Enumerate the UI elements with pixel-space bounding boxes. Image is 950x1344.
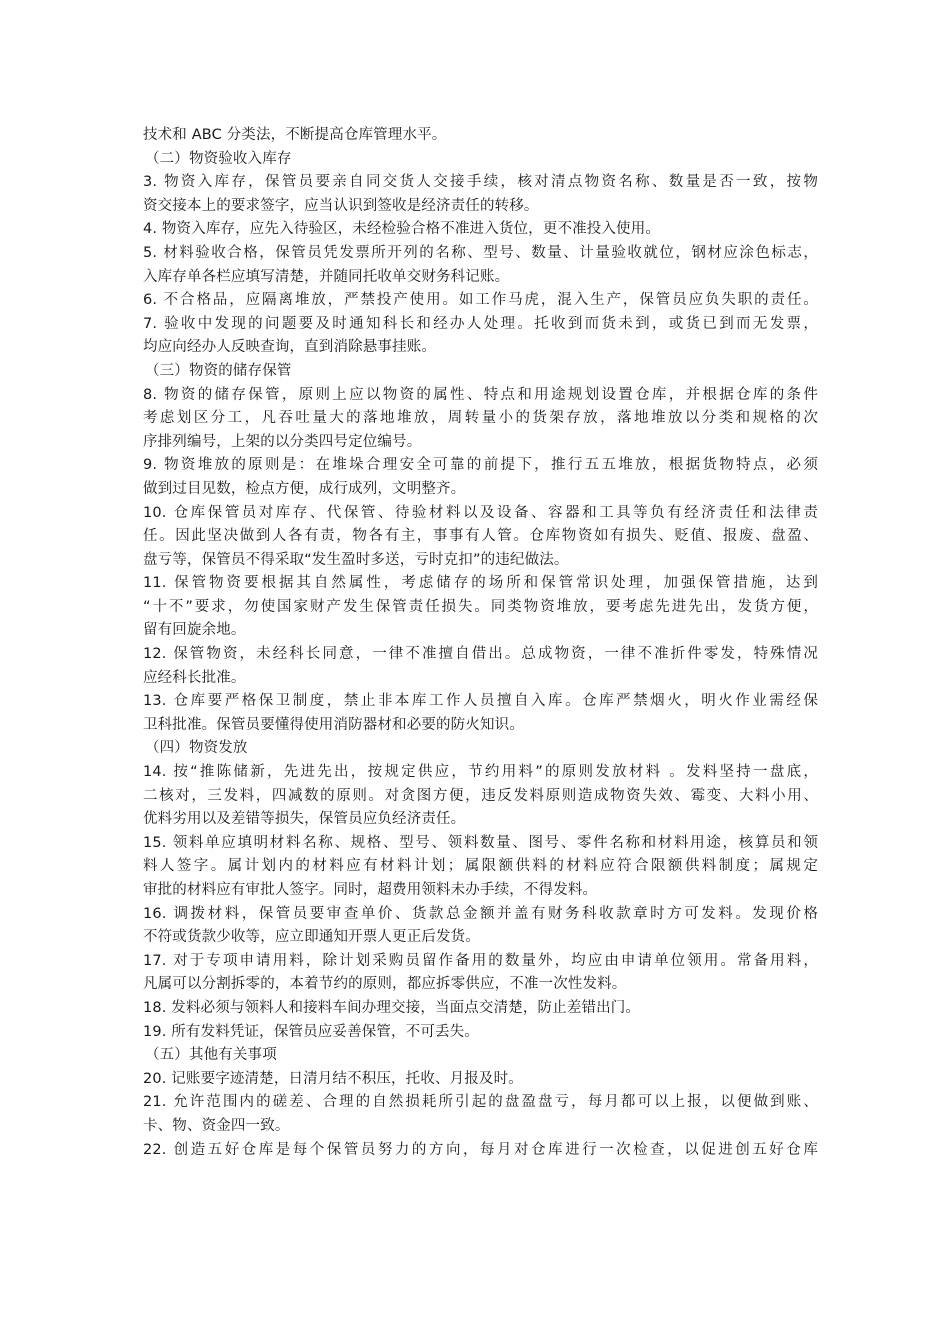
text-line: 13. 仓库要严格保卫制度，禁止非本库工作人员擅自入库。仓库严禁烟火，明火作业需经保 xyxy=(143,693,818,710)
text-line: 序排列编号，上架的以分类四号定位编号。 xyxy=(143,433,422,450)
text-line: 21. 允许范围内的磋差、合理的自然损耗所引起的盘盈盘亏，每月都可以上报，以便做到账、 xyxy=(143,1094,818,1111)
text-line: 留有回旋余地。 xyxy=(143,622,246,639)
text-line: 19. 所有发料凭证，保管员应妥善保管，不可丢失。 xyxy=(143,1023,479,1040)
text-line: 11. 保管物资要根据其自然属性，考虑储存的场所和保管常识处理，加强保管措施，达到 xyxy=(143,575,818,592)
text-line: 考虑划区分工，凡吞吐量大的落地堆放，周转量小的货架存放，落地堆放以分类和规格的次 xyxy=(143,410,818,427)
text-line: 12. 保管物资，未经科长同意，一律不准擅自借出。总成物资，一律不准折件零发，特殊情况 xyxy=(143,646,818,663)
text-line: 入库存单各栏应填写清楚，并随同托收单交财务科记账。 xyxy=(143,268,510,285)
text-line: 均应向经办人反映查询，直到消除悬事挂账。 xyxy=(143,339,436,356)
text-line: 3. 物资入库存，保管员要亲自同交货人交接手续，核对清点物资名称、数量是否一致，按物 xyxy=(143,174,818,191)
text-line: 6. 不合格品，应隔离堆放，严禁投产使用。如工作马虎，混入生产，保管员应负失职的责任。 xyxy=(143,292,818,309)
section-heading: （五）其他有关事项 xyxy=(145,1047,277,1064)
text-line: 9. 物资堆放的原则是：在堆垛合理安全可靠的前提下，推行五五堆放，根据货物特点，必须 xyxy=(143,457,818,474)
text-line: 审批的材料应有审批人签字。同时，超费用领料未办手续，不得发料。 xyxy=(143,882,598,898)
text-line: 资交接本上的要求签字，应当认识到签收是经济责任的转移。 xyxy=(143,197,539,214)
text-line: 5. 材料验收合格，保管员凭发票所开列的名称、型号、数量、计量验收就位，钢材应涂色标志， xyxy=(143,244,818,261)
text-line: 15. 领料单应填明材料名称、规格、型号、领料数量、图号、零件名称和材料用途，核算员和领 xyxy=(143,834,818,851)
text-line: 凡属可以分割拆零的，本着节约的原则，都应拆零供应，不准一次性发料。 xyxy=(143,976,627,993)
text-line: 10. 仓库保管员对库存、代保管、待验材料以及设备、容器和工具等负有经济责任和法律责 xyxy=(143,504,818,521)
text-line: “十不”要求，勿使国家财产发生保管责任损失。同类物资堆放，要考虑先进先出，发货方便， xyxy=(143,598,818,615)
text-line: 18. 发料必须与领料人和接料车间办理交接，当面点交清楚，防止差错出门。 xyxy=(143,999,641,1016)
section-heading: （三）物资的储存保管 xyxy=(145,362,292,379)
text-line: 20. 记账要字迹清楚，日清月结不积压，托收、月报及时。 xyxy=(143,1070,523,1087)
text-line: 7. 验收中发现的问题要及时通知科长和经办人处理。托收到而货未到，或货已到而无发票， xyxy=(143,315,818,332)
text-line: 料人签字。属计划内的材料应有材料计划；属限额供料的材料应符合限额供料制度；属规定 xyxy=(143,858,818,875)
text-line: 4. 物资入库存，应先入待验区，未经检验合格不准进入货位，更不准投入使用。 xyxy=(143,221,660,238)
text-line: 不符或货款少收等，应立即通知开票人更正后发货。 xyxy=(143,929,480,946)
text-line: 16. 调拨材料，保管员要审查单价、货款总金额并盖有财务科收款章时方可发料。发现价格 xyxy=(143,905,818,922)
text-line: 14. 按“推陈储新，先进先出，按规定供应，节约用料”的原则发放材料 。发料坚持一盘底， xyxy=(143,764,818,781)
text-line: 22. 创造五好仓库是每个保管员努力的方向，每月对仓库进行一次检查，以促进创五好仓库 xyxy=(143,1141,818,1158)
text-line: 应经科长批准。 xyxy=(143,669,246,686)
document-body xyxy=(143,124,818,1162)
text-line: 17. 对于专项申请用料，除计划采购员留作备用的数量外，均应由申请单位领用。常备用料， xyxy=(143,952,818,969)
section-heading: （二）物资验收入库存 xyxy=(145,150,292,167)
text-line: 任。因此坚决做到人各有责，物各有主，事事有人管。仓库物资如有损失、贬值、报废、盘盈、 xyxy=(143,528,818,545)
text-line: 卫科批准。保管员要懂得使用消防器材和必要的防火知识。 xyxy=(143,716,524,733)
section-heading: （四）物资发放 xyxy=(145,740,248,757)
text-line: 卡、物、资金四一致。 xyxy=(143,1117,290,1134)
text-line: 优料劣用以及差错等损失，保管员应负经济责任。 xyxy=(143,811,466,828)
text-line: 8. 物资的储存保管，原则上应以物资的属性、特点和用途规划设置仓库，并根据仓库的条件 xyxy=(143,386,818,403)
text-line: 技术和 ABC 分类法，不断提高仓库管理水平。 xyxy=(143,127,447,143)
text-line: 盘亏等，保管员不得采取“发生盈时多送，亏时克扣”的违纪做法。 xyxy=(143,551,569,568)
text-line: 做到过目见数，检点方便，成行成列，文明整齐。 xyxy=(143,480,466,497)
text-line: 二核对，三发料，四减数的原则。对贪图方便，违反发料原则造成物资失效、霉变、大料小用、 xyxy=(143,787,818,804)
